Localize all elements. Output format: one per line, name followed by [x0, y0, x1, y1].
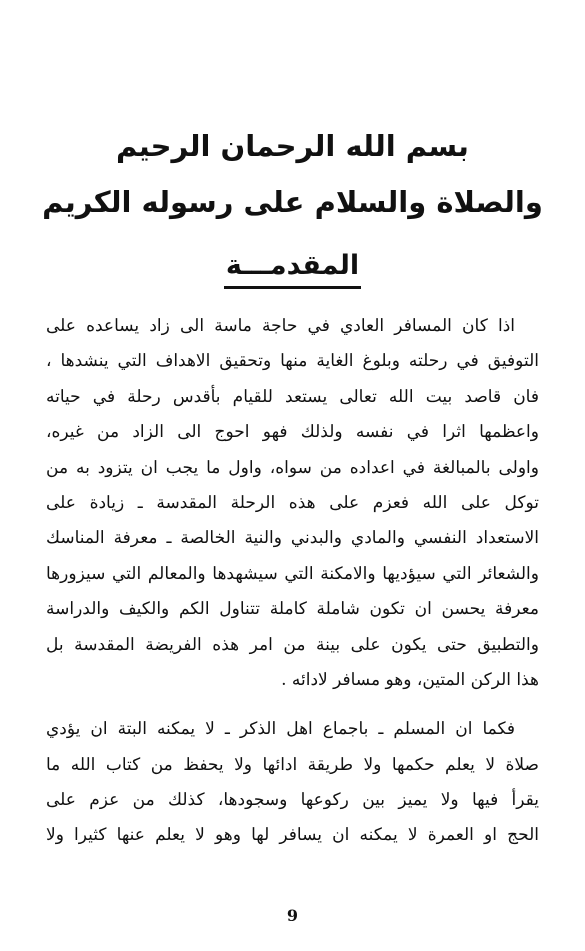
body-text — [46, 309, 539, 854]
text-line: الحج او العمرة لا يمكنه ان يسافر لها وهو لا يعلم عنها كثيرا ولا — [46, 825, 539, 846]
text-line: صلاة لا يعلم حكمها ولا طريقة ادائها ولا يحفظ من كتاب الله ما — [46, 754, 539, 775]
text-line: التوفيق في رحلته وبلوغ الغاية منها وتحقيق الاهداف التي ينشدها ، — [46, 351, 539, 372]
text-line: واعظمها اثرا في نفسه ولذلك فهو احوج الى الزاد من غيره، — [46, 422, 539, 443]
text-line: اذا كان المسافر العادي في حاجة ماسة الى زاد يساعده على — [46, 316, 515, 336]
basmala-line-2: والصلاة والسلام على رسوله الكريم — [42, 185, 543, 219]
paragraph-1 — [46, 309, 539, 698]
text-line: والشعائر التي سيؤديها والامكنة التي سيشهدها والمعالم التي سيزورها — [46, 563, 539, 584]
text-line: فان قاصد بيت الله تعالى يستعد للقيام بأقدس رحلة في حياته — [46, 386, 539, 407]
paragraph-spacer — [46, 698, 539, 712]
text-line: فكما ان المسلم ـ باجماع اهل الذكر ـ لا يمكنه البتة ان يؤدي — [46, 719, 515, 740]
text-line: يقرأ فيها ولا يميز بين ركوعها وسجودها، كذلك من عزم على — [46, 790, 539, 811]
basmala-line-1: بسم الله الرحمان الرحيم — [116, 129, 469, 163]
text-line: توكل على الله فعزم على هذه الرحلة المقدسة ـ زيادة على — [46, 492, 539, 513]
page-number: 9 — [286, 906, 299, 925]
section-title: المقدمـــة — [224, 248, 361, 289]
basmala-header — [40, 118, 545, 230]
text-line: معرفة يحسن ان تكون شاملة كاملة تتناول الكم والكيف والدراسة — [46, 599, 539, 620]
text-line: واولى بالمبالغة في اعداده من سواه، واول ما يجب ان يتزود به من — [46, 457, 539, 478]
text-line: والتطبيق حتى يكون على بينة من امر هذه الفريضة المقدسة بل — [46, 634, 539, 655]
text-line: هذا الركن المتين، وهو مسافر لادائه . — [281, 669, 539, 690]
paragraph-2 — [46, 712, 539, 854]
text-line: الاستعداد النفسي والمادي والبدني والنية الخالصة ـ معرفة المناسك — [46, 528, 539, 549]
section-heading-container — [0, 248, 585, 289]
